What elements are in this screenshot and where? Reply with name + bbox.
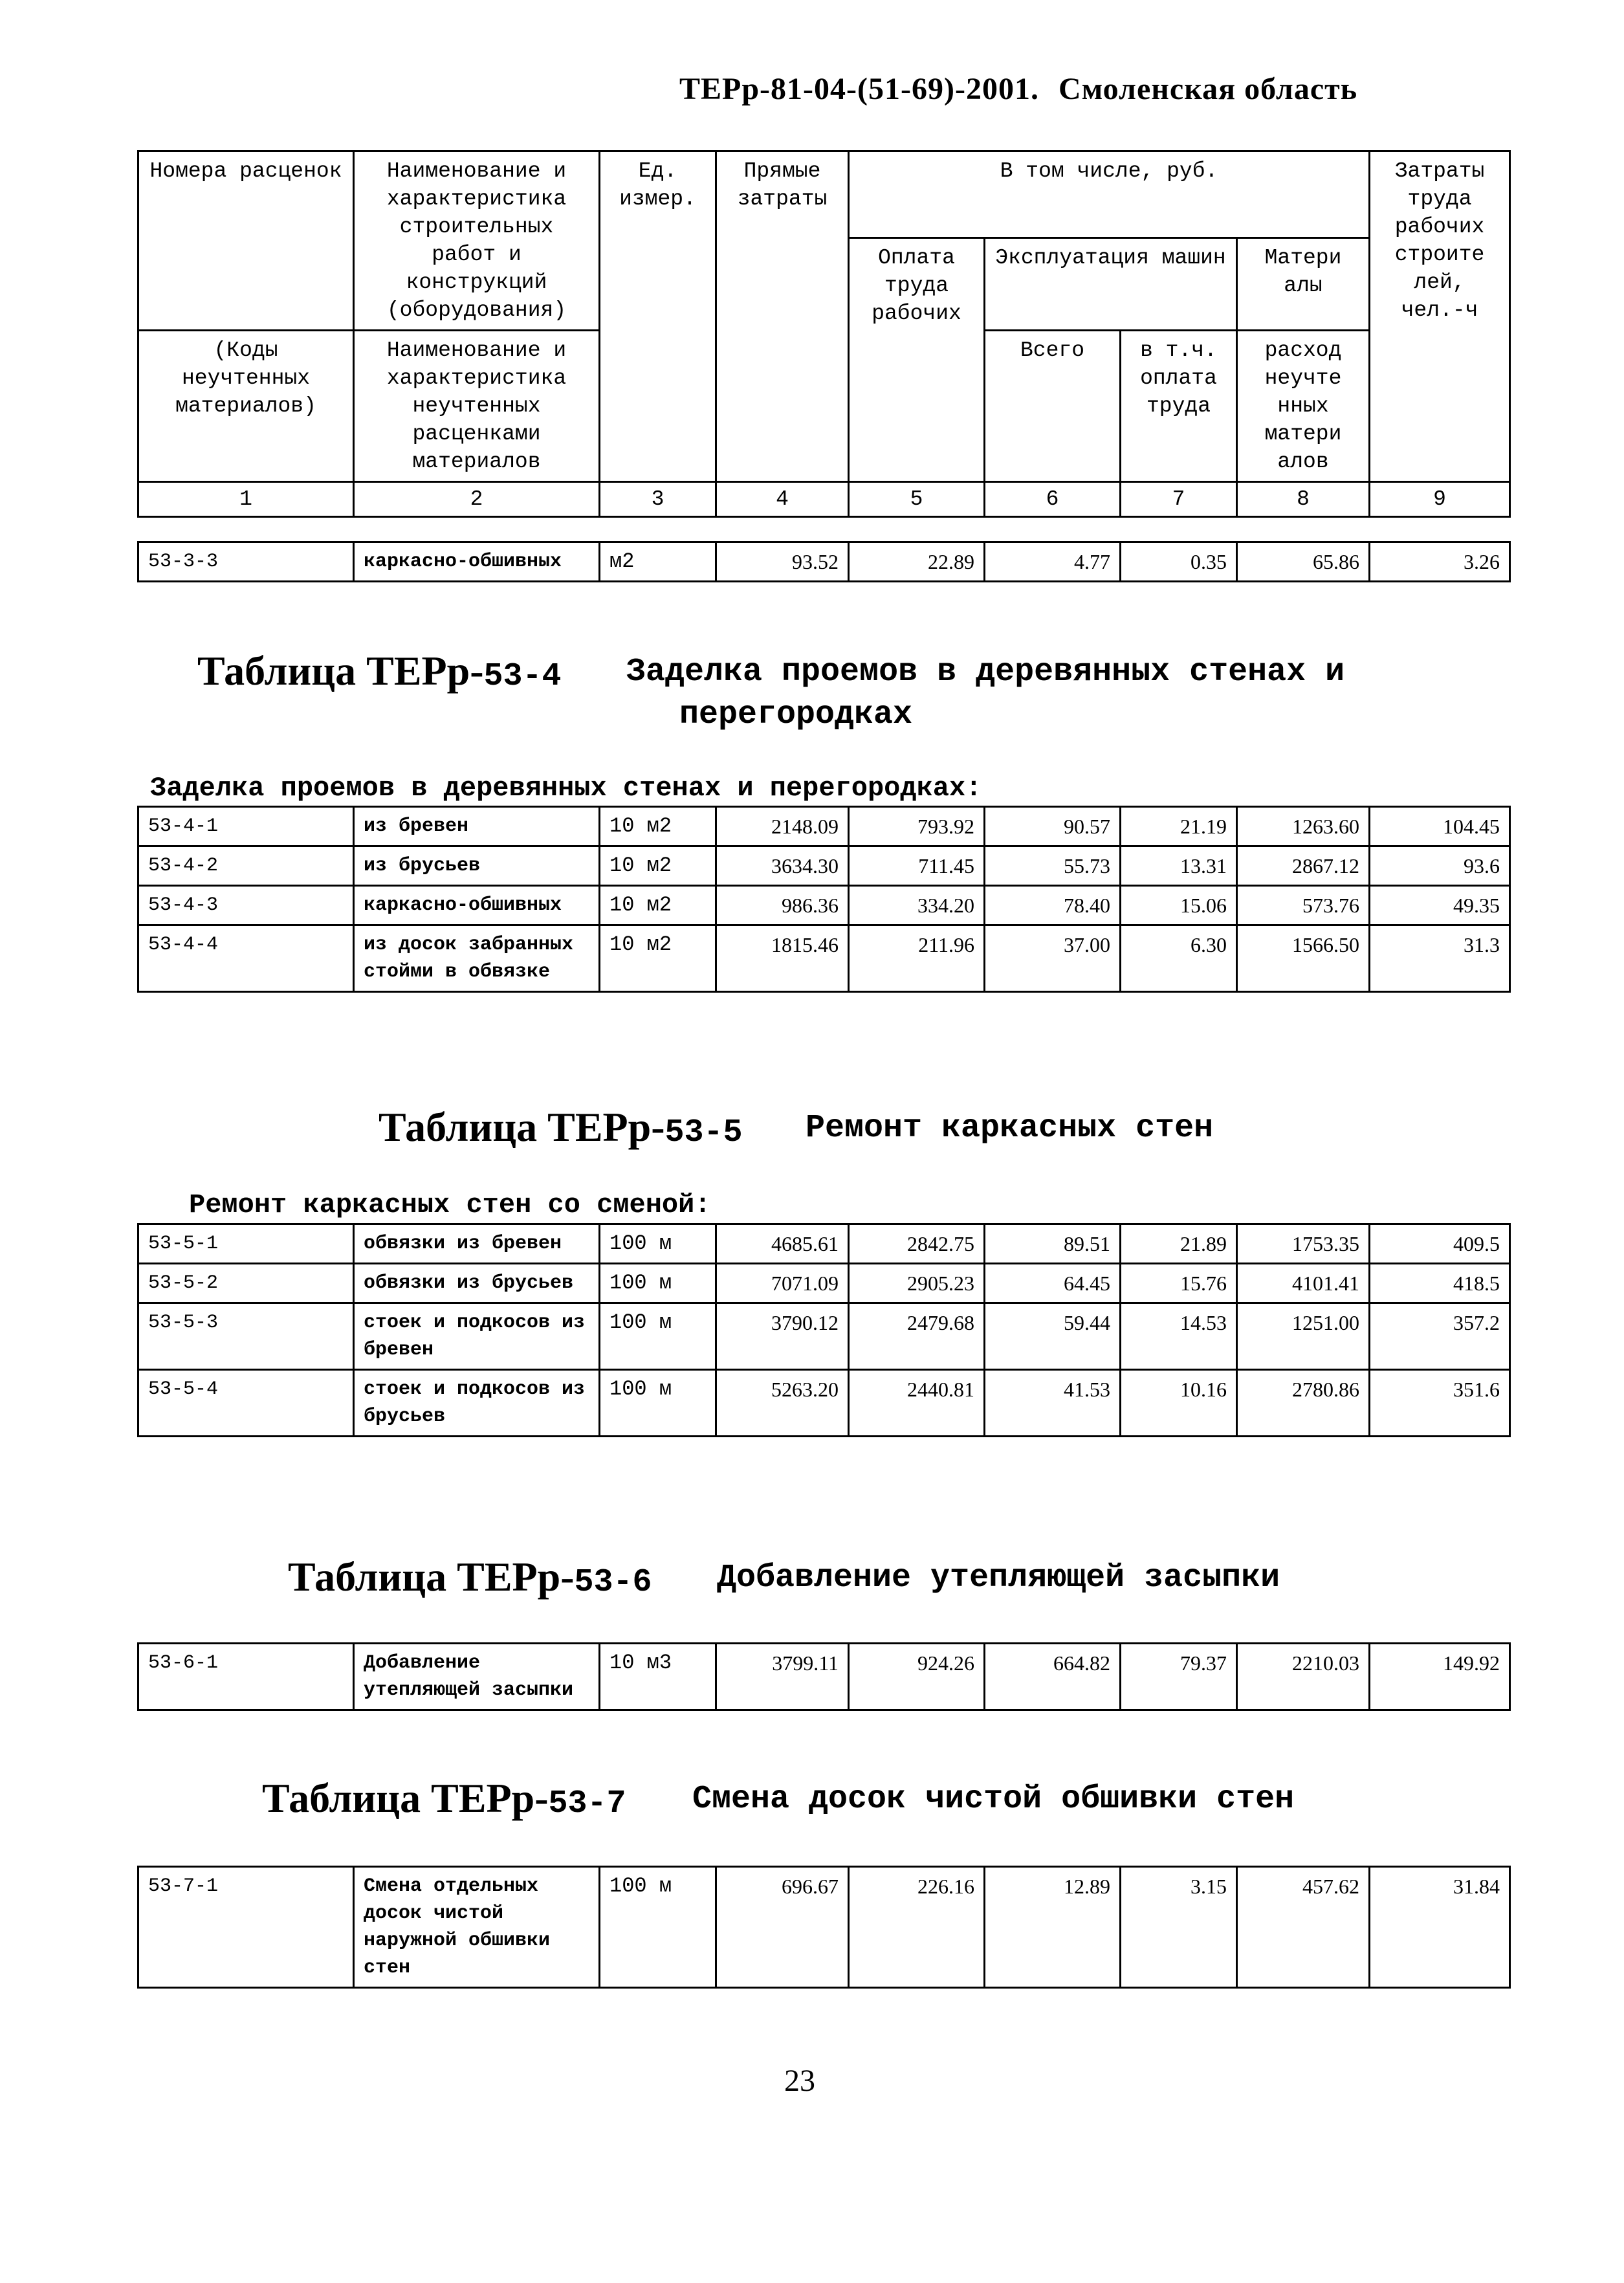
row-machines-total: 64.45 [985,1264,1121,1303]
row-code: 53-6-1 [138,1644,354,1710]
header-c2a: Наименование и характеристика строительных работ и конструкций (оборудования) [354,151,600,331]
row-labor-pay: 2905.23 [849,1264,985,1303]
row-machines-labor: 0.35 [1121,542,1237,582]
table5-title [379,1103,743,1151]
row-labor-pay: 2440.81 [849,1370,985,1437]
row-machines-total: 664.82 [985,1644,1121,1710]
table-row [138,1224,1510,1264]
table6 [137,1642,1511,1711]
col-num-3: 3 [600,482,716,517]
row-name: каркасно-обшивных [354,886,600,925]
table6-name: Добавление утепляющей засыпки [717,1560,1280,1596]
row-machines-labor: 15.06 [1121,886,1237,925]
row-unit: м2 [600,542,716,582]
row-unit: 10 м2 [600,925,716,992]
row-name: из бревен [354,807,600,846]
row-name: Добавление утепляющей засыпки [354,1644,600,1710]
row-direct-costs: 4685.61 [716,1224,849,1264]
row-labor-hours: 49.35 [1370,886,1510,925]
col-num-2: 2 [354,482,600,517]
header-c2b: Наименование и характеристика неучтенных расценками материалов [354,331,600,482]
header-c9: Затраты труда рабочих строите лей, чел.-ч [1370,151,1510,482]
row-direct-costs: 3634.30 [716,846,849,886]
table4-title-prefix: Таблица ТЕРр- [197,648,484,694]
row-direct-costs: 3790.12 [716,1303,849,1370]
row-machines-total: 55.73 [985,846,1121,886]
row-materials: 457.62 [1237,1867,1370,1988]
row-direct-costs: 696.67 [716,1867,849,1988]
row-machines-total: 90.57 [985,807,1121,846]
row-name: из досок забранных стойми в обвязке [354,925,600,992]
row-code: 53-5-2 [138,1264,354,1303]
table7-title-prefix: Таблица ТЕРр- [262,1775,549,1821]
row-name: обвязки из брусьев [354,1264,600,1303]
header-c4: Прямые затраты [716,151,849,482]
table5-title-prefix: Таблица ТЕРр- [379,1104,665,1150]
table5-subhead: Ремонт каркасных стен со сменой: [189,1189,711,1220]
row-machines-labor: 21.19 [1121,807,1237,846]
row-machines-total: 12.89 [985,1867,1121,1988]
row-machines-labor: 15.76 [1121,1264,1237,1303]
row-unit: 10 м3 [600,1644,716,1710]
row-code: 53-4-3 [138,886,354,925]
row-direct-costs: 986.36 [716,886,849,925]
col-num-7: 7 [1121,482,1237,517]
continuation-table [137,541,1511,582]
row-machines-labor: 14.53 [1121,1303,1237,1370]
row-machines-labor: 13.31 [1121,846,1237,886]
row-labor-pay: 226.16 [849,1867,985,1988]
row-labor-pay: 334.20 [849,886,985,925]
row-labor-hours: 418.5 [1370,1264,1510,1303]
row-labor-hours: 31.3 [1370,925,1510,992]
table4-title-num: 53-4 [483,658,562,695]
header-c6: Всего [985,331,1121,482]
col-num-5: 5 [849,482,985,517]
table5 [137,1223,1511,1437]
col-num-4: 4 [716,482,849,517]
table-row [138,542,1510,582]
row-labor-hours: 351.6 [1370,1370,1510,1437]
table5-name: Ремонт каркасных стен [806,1110,1214,1147]
table7-name: Смена досок чистой обшивки стен [692,1781,1295,1818]
header-c8b: расход неучте нных матери алов [1237,331,1370,482]
row-machines-total: 41.53 [985,1370,1121,1437]
table6-title-num: 53-6 [574,1564,652,1601]
row-labor-hours: 93.6 [1370,846,1510,886]
row-materials: 1566.50 [1237,925,1370,992]
row-labor-pay: 711.45 [849,846,985,886]
row-materials: 573.76 [1237,886,1370,925]
row-code: 53-3-3 [138,542,354,582]
column-header-table [137,150,1511,518]
running-head-code: ТЕРр-81-04-(51-69)-2001. [679,72,1039,106]
table6-title-prefix: Таблица ТЕРр- [288,1554,575,1600]
row-machines-total: 89.51 [985,1224,1121,1264]
running-head-region: Смоленская область [1058,72,1358,106]
row-materials: 4101.41 [1237,1264,1370,1303]
row-machines-labor: 79.37 [1121,1644,1237,1710]
row-labor-pay: 924.26 [849,1644,985,1710]
running-head [679,71,1357,107]
header-expl: Эксплуатация машин [985,238,1237,331]
header-c1a: Номера расценок [138,151,354,331]
row-labor-hours: 409.5 [1370,1224,1510,1264]
row-labor-hours: 149.92 [1370,1644,1510,1710]
row-machines-total: 4.77 [985,542,1121,582]
row-code: 53-7-1 [138,1867,354,1988]
row-unit: 100 м [600,1867,716,1988]
header-c5: Оплата труда рабочих [849,238,985,482]
header-c3: Ед. измер. [600,151,716,482]
table6-title [288,1553,652,1601]
row-machines-labor: 21.89 [1121,1224,1237,1264]
row-code: 53-4-4 [138,925,354,992]
table-row [138,1370,1510,1437]
page-number: 23 [784,2064,815,2098]
row-machines-labor: 6.30 [1121,925,1237,992]
row-direct-costs: 7071.09 [716,1264,849,1303]
table4-name-line1: Заделка проемов в деревянных стенах и [626,654,1345,690]
table-row [138,1303,1510,1370]
row-direct-costs: 3799.11 [716,1644,849,1710]
row-materials: 2210.03 [1237,1644,1370,1710]
table-row [138,925,1510,992]
header-c1b: (Коды неучтенных материалов) [138,331,354,482]
row-name: Смена отдельных досок чистой наружной обшивки стен [354,1867,600,1988]
table-row [138,1264,1510,1303]
table-row [138,886,1510,925]
row-name: из брусьев [354,846,600,886]
row-code: 53-5-3 [138,1303,354,1370]
row-direct-costs: 2148.09 [716,807,849,846]
row-labor-hours: 3.26 [1370,542,1510,582]
table-row [138,1867,1510,1988]
row-unit: 10 м2 [600,886,716,925]
row-unit: 100 м [600,1224,716,1264]
col-num-6: 6 [985,482,1121,517]
row-labor-pay: 211.96 [849,925,985,992]
row-materials: 1263.60 [1237,807,1370,846]
table4-title [197,647,562,695]
row-materials: 2780.86 [1237,1370,1370,1437]
row-direct-costs: 1815.46 [716,925,849,992]
row-code: 53-4-2 [138,846,354,886]
table-row [138,1644,1510,1710]
header-c7: в т.ч. оплата труда [1121,331,1237,482]
table4-name-line2: перегородках [679,696,913,733]
row-code: 53-4-1 [138,807,354,846]
col-num-8: 8 [1237,482,1370,517]
row-labor-pay: 22.89 [849,542,985,582]
row-machines-labor: 10.16 [1121,1370,1237,1437]
header-c8a: Матери алы [1237,238,1370,331]
row-labor-hours: 357.2 [1370,1303,1510,1370]
row-unit: 10 м2 [600,807,716,846]
row-materials: 1753.35 [1237,1224,1370,1264]
row-name: каркасно-обшивных [354,542,600,582]
row-name: обвязки из бревен [354,1224,600,1264]
row-materials: 65.86 [1237,542,1370,582]
row-name: стоек и подкосов из брусьев [354,1370,600,1437]
col-num-1: 1 [138,482,354,517]
row-machines-total: 59.44 [985,1303,1121,1370]
row-unit: 100 м [600,1264,716,1303]
row-unit: 10 м2 [600,846,716,886]
row-unit: 100 м [600,1370,716,1437]
row-code: 53-5-4 [138,1370,354,1437]
table4-subhead: Заделка проемов в деревянных стенах и перегородках: [150,773,982,804]
row-unit: 100 м [600,1303,716,1370]
row-materials: 2867.12 [1237,846,1370,886]
table7-title-num: 53-7 [548,1785,626,1822]
row-labor-hours: 31.84 [1370,1867,1510,1988]
row-labor-pay: 793.92 [849,807,985,846]
row-materials: 1251.00 [1237,1303,1370,1370]
row-code: 53-5-1 [138,1224,354,1264]
row-labor-pay: 2479.68 [849,1303,985,1370]
row-machines-labor: 3.15 [1121,1867,1237,1988]
row-direct-costs: 5263.20 [716,1370,849,1437]
table-row [138,807,1510,846]
table4 [137,806,1511,993]
header-incl: В том числе, руб. [849,151,1370,238]
row-name: стоек и подкосов из бревен [354,1303,600,1370]
row-machines-total: 78.40 [985,886,1121,925]
table-row [138,846,1510,886]
row-machines-total: 37.00 [985,925,1121,992]
table7-title [262,1774,626,1822]
row-direct-costs: 93.52 [716,542,849,582]
row-labor-pay: 2842.75 [849,1224,985,1264]
row-labor-hours: 104.45 [1370,807,1510,846]
table5-title-num: 53-5 [664,1114,743,1151]
table7 [137,1866,1511,1989]
col-num-9: 9 [1370,482,1510,517]
